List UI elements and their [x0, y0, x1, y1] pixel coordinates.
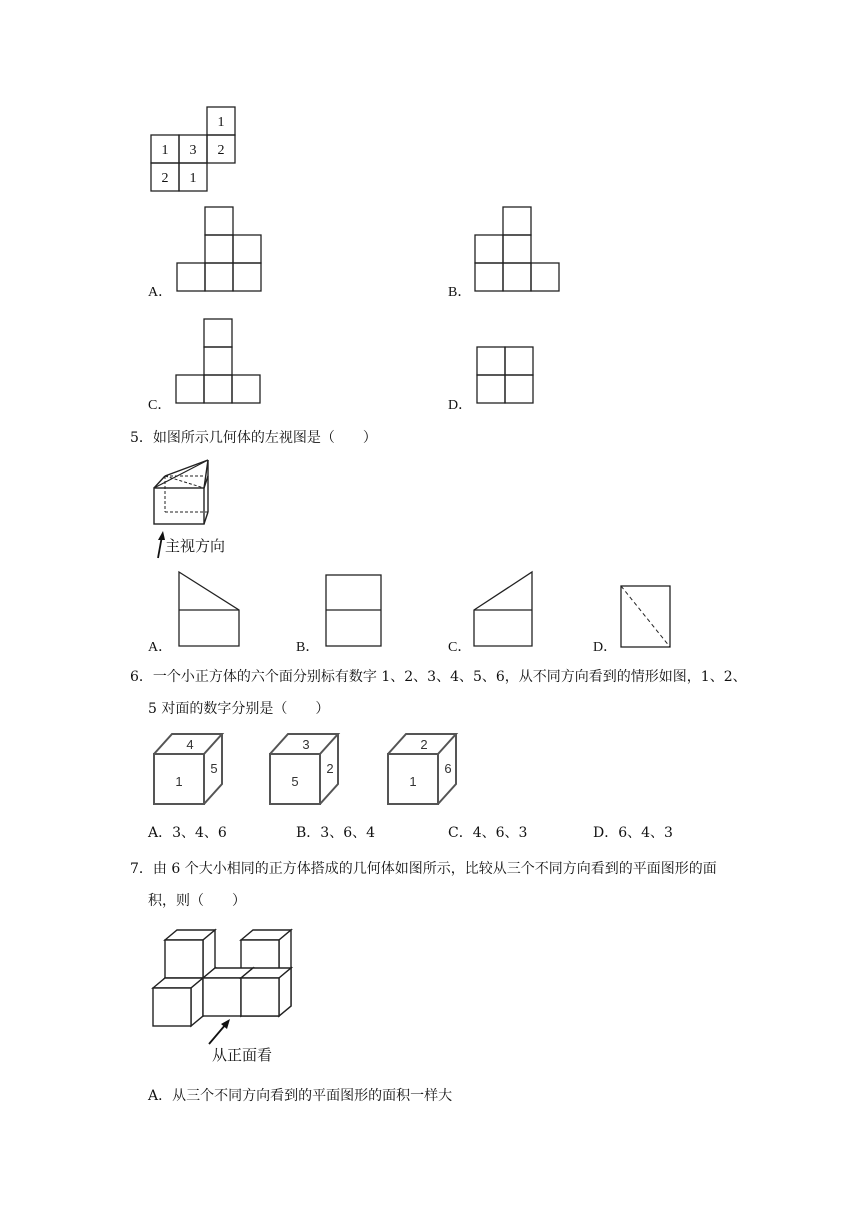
- q7-option-a: A．从三个不同方向看到的平面图形的面积一样大: [148, 1088, 453, 1104]
- cube-right-number: 2: [326, 761, 334, 776]
- q4-option-a-figure: [176, 206, 266, 292]
- top-view-grid-figure: [150, 106, 240, 192]
- q6-option-a: A．3、4、6: [148, 825, 227, 841]
- q4-option-c-label: C．: [148, 398, 172, 413]
- q4-option-b-label: B．: [448, 285, 472, 300]
- q4-option-d-figure: [476, 346, 536, 406]
- q5-option-d-label: D．: [593, 640, 618, 655]
- q5-option-a-figure: [178, 571, 242, 649]
- grid-cell: [179, 163, 207, 191]
- cube-top-number: 4: [186, 737, 194, 752]
- cube-right-number: 5: [210, 761, 218, 776]
- view-square: [505, 347, 533, 375]
- view-square: [477, 347, 505, 375]
- view-square: [205, 207, 233, 235]
- q6-cube-3: [386, 732, 458, 808]
- q7-question-line2: 积，则（ ）: [148, 893, 246, 909]
- q6-option-d: D．6、4、3: [593, 825, 673, 841]
- q6-question-line2: 5 对面的数字分别是（ ）: [148, 701, 330, 717]
- view-square: [477, 375, 505, 403]
- view-square: [204, 375, 232, 403]
- unit-cube: [153, 978, 203, 1026]
- view-square: [204, 347, 232, 375]
- q4-option-d-label: D．: [448, 398, 473, 413]
- q7-question-line1: 7．由 6 个大小相同的正方体搭成的几何体如图所示，比较从三个不同方向看到的平面图形的面: [130, 861, 717, 877]
- q6-option-c: C．4、6、3: [448, 825, 528, 841]
- view-square: [505, 375, 533, 403]
- cube-front-number: 1: [175, 774, 183, 789]
- q6-question-line1: 6．一个小正方体的六个面分别标有数字 1、2、3、4、5、6，从不同方向看到的情形如图，1、2、: [130, 669, 747, 685]
- cube-right-number: 6: [444, 761, 452, 776]
- cube-top-number: 2: [420, 737, 428, 752]
- view-square: [233, 235, 261, 263]
- unit-cube: [241, 968, 291, 1016]
- view-square: [503, 263, 531, 291]
- q5-option-c-label: C．: [448, 640, 472, 655]
- q7-arrow: [205, 1016, 235, 1046]
- view-square: [205, 263, 233, 291]
- unit-cube: [165, 930, 215, 978]
- q4-option-c-figure: [175, 318, 265, 404]
- q5-option-b-label: B．: [296, 640, 320, 655]
- view-square: [176, 375, 204, 403]
- view-square: [503, 235, 531, 263]
- q5-option-a-label: A．: [148, 640, 173, 655]
- grid-cell-number: 1: [217, 115, 225, 130]
- q6-option-b: B．3、6、4: [296, 825, 376, 841]
- grid-cell: [151, 135, 179, 163]
- cube-front-number: 1: [409, 774, 417, 789]
- grid-cell-number: 1: [189, 171, 197, 186]
- q6-cube-2: [268, 732, 340, 808]
- q5-option-d-figure: [620, 585, 672, 649]
- view-square: [205, 235, 233, 263]
- view-square: [233, 263, 261, 291]
- grid-cell: [179, 135, 207, 163]
- q6-cube-1: [152, 732, 224, 808]
- q5-question: 5．如图所示几何体的左视图是（ ）: [130, 430, 377, 446]
- grid-cell-number: 1: [161, 143, 169, 158]
- grid-cell-number: 2: [161, 171, 169, 186]
- view-square: [232, 375, 260, 403]
- grid-cell-number: 3: [189, 143, 197, 158]
- grid-cell-number: 2: [217, 143, 225, 158]
- view-square: [531, 263, 559, 291]
- q4-option-a-label: A．: [148, 285, 173, 300]
- grid-cell: [207, 107, 235, 135]
- view-square: [475, 235, 503, 263]
- q5-solid-figure: [148, 458, 218, 533]
- cube-front-number: 5: [291, 774, 299, 789]
- view-square: [475, 263, 503, 291]
- q5-option-c-figure: [473, 571, 535, 649]
- q5-option-b-figure: [325, 574, 383, 648]
- q7-view-caption: 从正面看: [212, 1046, 273, 1064]
- view-square: [503, 207, 531, 235]
- grid-cell: [207, 135, 235, 163]
- grid-cell: [151, 163, 179, 191]
- view-square: [204, 319, 232, 347]
- cube-top-number: 3: [302, 737, 310, 752]
- view-square: [177, 263, 205, 291]
- q4-option-b-figure: [474, 206, 564, 292]
- q5-view-direction-caption: 主视方向: [165, 537, 226, 555]
